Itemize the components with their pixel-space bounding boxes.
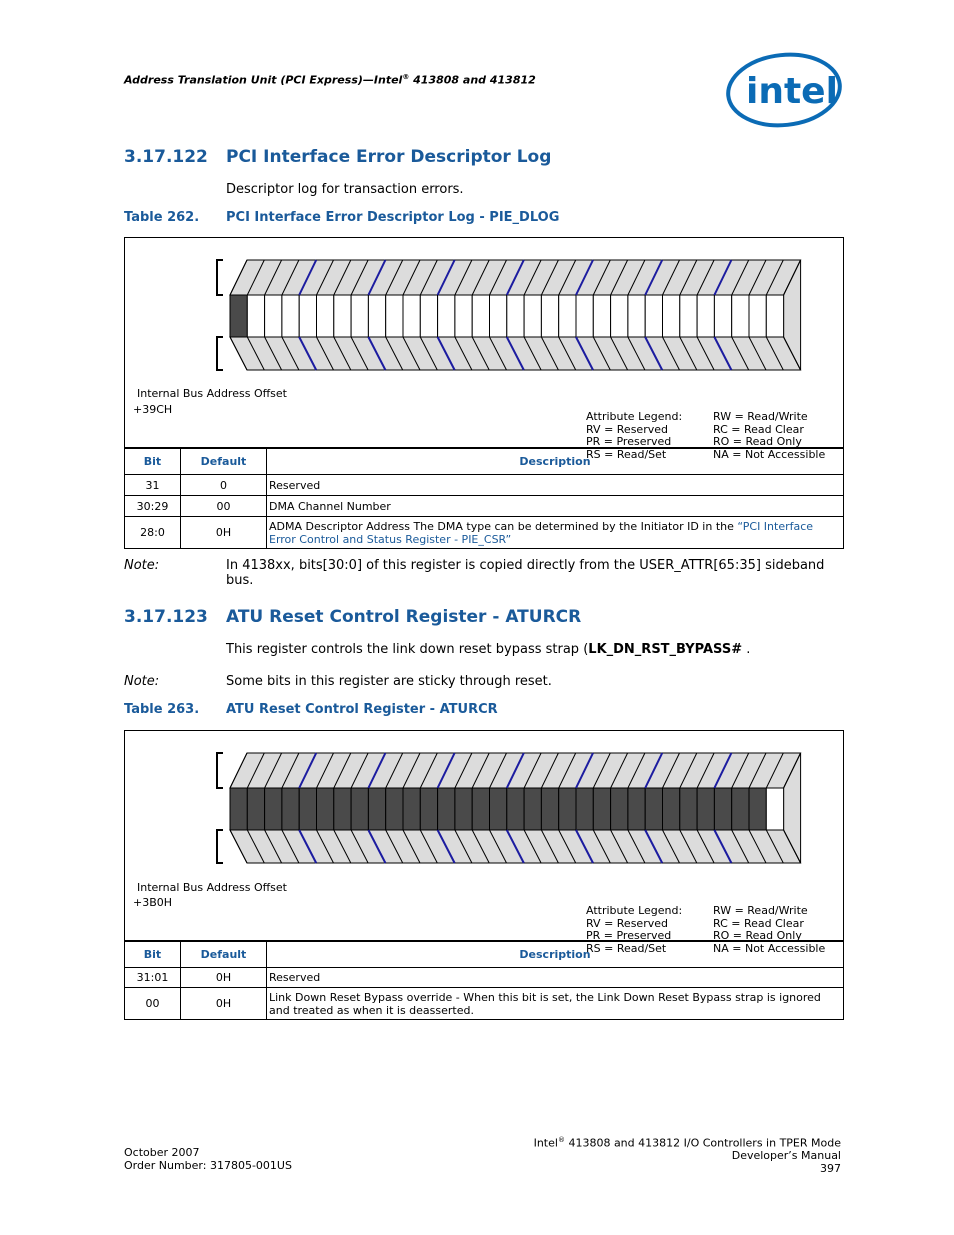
bit-cell xyxy=(403,788,420,830)
default-cell: 00 xyxy=(181,496,267,517)
top-bracket xyxy=(217,260,223,295)
offset-caption: Internal Bus Address Offset xyxy=(137,387,287,400)
bit-cell xyxy=(663,295,680,337)
bit-cell xyxy=(230,295,247,337)
bit-cell xyxy=(472,295,489,337)
note-label: Note: xyxy=(124,674,160,689)
table-header-row xyxy=(125,941,844,968)
bit-cell xyxy=(368,788,385,830)
bit-cell xyxy=(611,788,628,830)
footer-doc-subtitle: Developer’s Manual xyxy=(731,1149,841,1163)
bit-cell: 31:01 xyxy=(125,968,181,988)
bit-cell xyxy=(680,788,697,830)
bit-cell xyxy=(645,295,662,337)
field-table xyxy=(124,447,844,549)
bit-cell xyxy=(576,788,593,830)
bit-cell: 31 xyxy=(125,475,181,496)
table-caption: Table 262. PCI Interface Error Descriptor Log - PIE_DLOG xyxy=(124,210,560,225)
bit-cell xyxy=(334,295,351,337)
bit-cell xyxy=(714,788,731,830)
bit-cell xyxy=(524,788,541,830)
cross-reference-link[interactable]: “PCI Interface Error Control and Status Register - PIE_CSR” xyxy=(269,519,814,546)
footer-left xyxy=(124,1147,292,1172)
bit-cell xyxy=(386,295,403,337)
section-heading-aturcr: 3.17.123 ATU Reset Control Register - ATURCR xyxy=(124,607,582,627)
bit-cell xyxy=(299,295,316,337)
bit-cell xyxy=(265,295,282,337)
bit-cell xyxy=(714,295,731,337)
bit-cell xyxy=(593,788,610,830)
bit-cell xyxy=(455,788,472,830)
bottom-bracket xyxy=(217,337,223,370)
bit-cell: 00 xyxy=(125,988,181,1020)
bit-cell xyxy=(507,295,524,337)
offset-value: +3B0H xyxy=(133,896,173,909)
bit-cell xyxy=(455,295,472,337)
bit-cell xyxy=(247,295,264,337)
bit-cell xyxy=(645,788,662,830)
footer-right xyxy=(534,1134,841,1175)
table-header-row xyxy=(125,448,844,475)
table-row xyxy=(125,968,844,988)
bit-cell xyxy=(230,788,247,830)
table-row xyxy=(125,988,844,1020)
bit-cell xyxy=(420,295,437,337)
column-header: Default xyxy=(181,941,267,968)
logo-text: intel xyxy=(746,71,838,112)
attribute-legend: Attribute Legend: RV = Reserved PR = Preserved RS = Read/Set xyxy=(586,410,683,461)
running-header: Address Translation Unit (PCI Express)—Intel® 413808 and 413812 xyxy=(124,73,536,87)
bit-cell xyxy=(628,788,645,830)
bit-cell xyxy=(576,295,593,337)
bit-cell xyxy=(680,295,697,337)
footer-date: October 2007 xyxy=(124,1146,200,1159)
bit-cell xyxy=(317,788,334,830)
bit-cell: 28:0 xyxy=(125,517,181,549)
description-cell: Link Down Reset Bypass override - When this bit is set, the Link Down Reset Bypass strap is ignored and treated as when it is deasserted. xyxy=(267,988,844,1020)
table-caption: Table 263. ATU Reset Control Register - ATURCR xyxy=(124,702,498,717)
bit-cell xyxy=(663,788,680,830)
default-cell: 0H xyxy=(181,968,267,988)
description-cell: Reserved xyxy=(267,475,844,496)
bit-cell xyxy=(766,295,783,337)
bit-cell xyxy=(732,788,749,830)
bit-cell xyxy=(334,788,351,830)
bit-cell xyxy=(420,788,437,830)
bit-cell xyxy=(386,788,403,830)
strap-signal-name: LK_DN_RST_BYPASS# xyxy=(588,642,743,657)
default-cell: 0H xyxy=(181,988,267,1020)
top-bracket xyxy=(217,753,223,788)
bit-cell: 30:29 xyxy=(125,496,181,517)
column-header: Default xyxy=(181,448,267,475)
bit-cell xyxy=(299,788,316,830)
column-header: Description xyxy=(267,941,844,968)
bit-cell xyxy=(438,788,455,830)
default-cell: 0H xyxy=(181,517,267,549)
table-row xyxy=(125,496,844,517)
bit-cell xyxy=(611,295,628,337)
table-row xyxy=(125,475,844,496)
bit-cell xyxy=(247,788,264,830)
bit-cell xyxy=(351,788,368,830)
offset-caption: Internal Bus Address Offset xyxy=(137,881,287,894)
section-intro: This register controls the link down reset bypass strap (LK_DN_RST_BYPASS# . xyxy=(226,642,751,657)
bottom-bracket xyxy=(217,830,223,863)
note-text: Some bits in this register are sticky through reset. xyxy=(226,674,552,689)
bit-cell xyxy=(282,788,299,830)
bit-cell xyxy=(282,295,299,337)
bit-cell xyxy=(749,295,766,337)
footer-order-number: Order Number: 317805-001US xyxy=(124,1158,292,1172)
default-cell: 0 xyxy=(181,475,267,496)
bit-cell xyxy=(524,295,541,337)
bit-cell xyxy=(559,788,576,830)
column-header: Bit xyxy=(125,941,181,968)
description-cell: Reserved xyxy=(267,968,844,988)
column-header: Bit xyxy=(125,448,181,475)
bit-cell xyxy=(490,788,507,830)
bit-cell xyxy=(541,295,558,337)
column-header: Description xyxy=(267,448,844,475)
field-table xyxy=(124,940,844,1020)
bit-cell xyxy=(628,295,645,337)
bit-cell xyxy=(317,295,334,337)
bit-cell xyxy=(559,295,576,337)
bit-cell xyxy=(541,788,558,830)
bit-cell xyxy=(438,295,455,337)
attribute-legend-codes: RW = Read/Write RC = Read Clear RO = Read Only NA = Not Accessible xyxy=(713,904,826,955)
description-cell: ADMA Descriptor Address The DMA type can be determined by the Initiator ID in the “PCI Interface Error Control and Status Register - PIE_CSR” xyxy=(267,517,844,549)
section-heading-pie-dlog: 3.17.122 PCI Interface Error Descriptor Log xyxy=(124,147,552,167)
bit-cell xyxy=(507,788,524,830)
intel-logo xyxy=(726,50,844,128)
description-cell: DMA Channel Number xyxy=(267,496,844,517)
bit-cell xyxy=(593,295,610,337)
bit-cell xyxy=(697,788,714,830)
attribute-legend: Attribute Legend: RV = Reserved PR = Preserved RS = Read/Set xyxy=(586,904,683,955)
bit-cell xyxy=(749,788,766,830)
bit-cell xyxy=(368,295,385,337)
bit-cell xyxy=(490,295,507,337)
section-intro: Descriptor log for transaction errors. xyxy=(226,182,464,197)
bit-cell xyxy=(766,788,783,830)
bit-cell xyxy=(732,295,749,337)
offset-value: +39CH xyxy=(133,403,173,416)
bit-cell xyxy=(697,295,714,337)
bit-cell xyxy=(351,295,368,337)
page-number: 397 xyxy=(820,1161,841,1175)
footer-doc-title: Intel® 413808 and 413812 I/O Controllers in TPER Mode xyxy=(533,1136,841,1150)
bit-cell xyxy=(472,788,489,830)
table-row xyxy=(125,517,844,549)
attribute-legend-codes: RW = Read/Write RC = Read Clear RO = Read Only NA = Not Accessible xyxy=(713,410,826,461)
note-label: Note: xyxy=(124,558,160,573)
note-text: In 4138xx, bits[30:0] of this register is copied directly from the USER_ATTR[65:35] sideband bus. xyxy=(226,558,825,588)
bit-cell xyxy=(403,295,420,337)
bit-cell xyxy=(265,788,282,830)
